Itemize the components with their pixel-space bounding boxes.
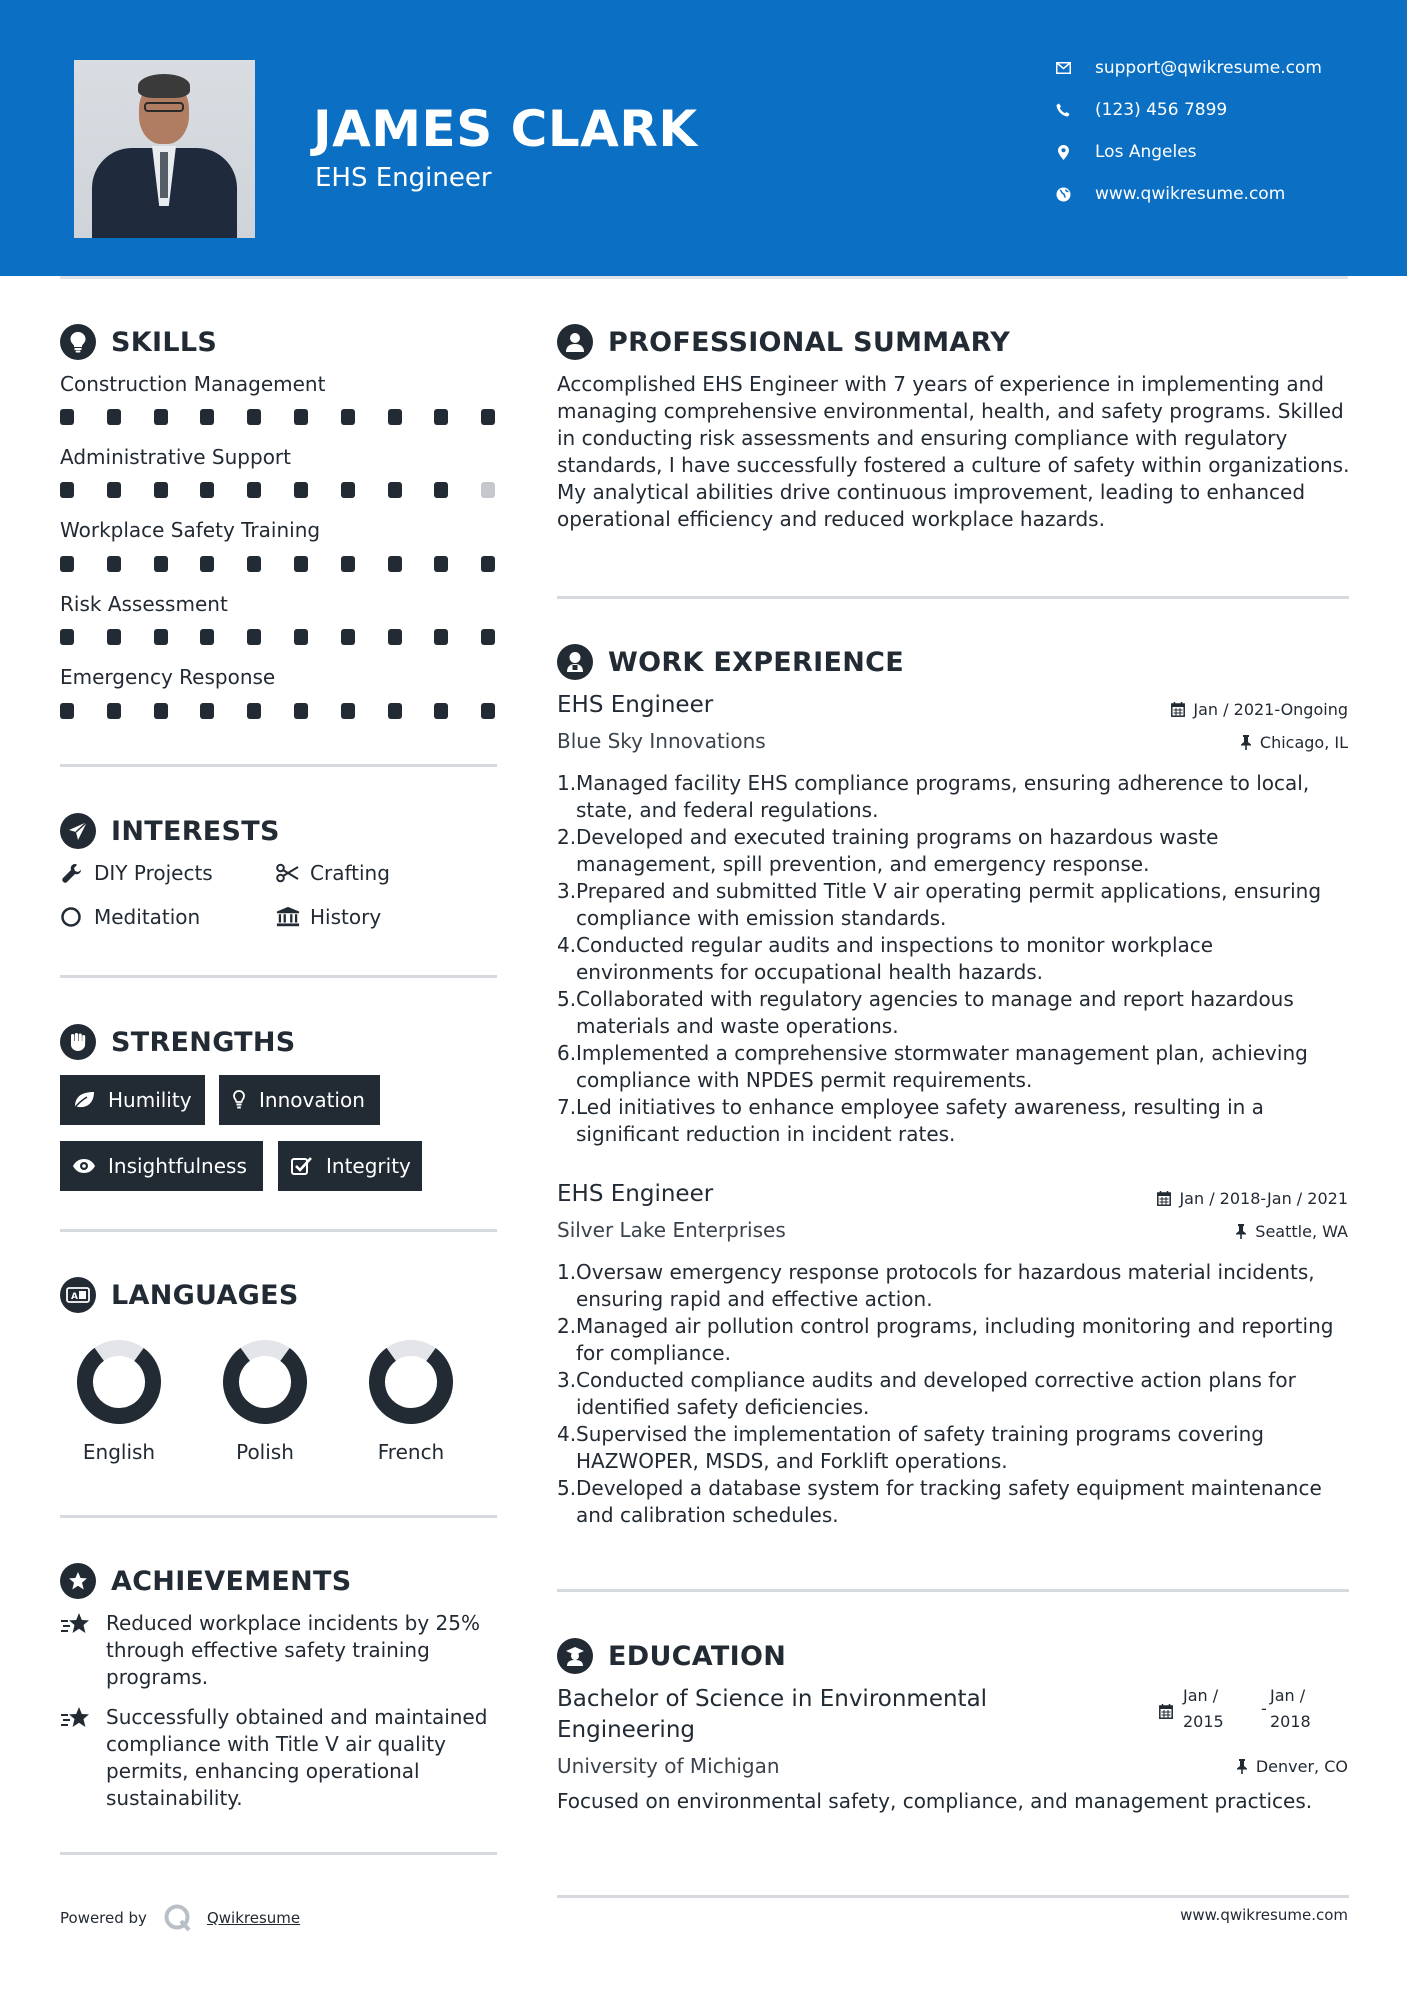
summary-heading: PROFESSIONAL SUMMARY bbox=[557, 324, 1010, 360]
skill-level-dot bbox=[247, 482, 261, 498]
candidate-title: EHS Engineer bbox=[315, 163, 492, 193]
skill-name: Emergency Response bbox=[60, 665, 276, 689]
education-degree: Bachelor of Science in Environmental Engineering bbox=[557, 1686, 988, 1743]
star-icon bbox=[60, 1563, 96, 1599]
strength-badge: Insightfulness bbox=[60, 1141, 263, 1191]
education-date-separator: - bbox=[1261, 1699, 1267, 1718]
skill-level-dot bbox=[481, 482, 495, 498]
list-item: 3. Prepared and submitted Title V air operating permit applications, ensuring compliance with emission standards. bbox=[557, 879, 1322, 930]
skill-level-dot bbox=[154, 482, 168, 498]
skill-level-dot bbox=[60, 482, 74, 498]
skill-level-dot bbox=[107, 703, 121, 719]
skill-level-dot bbox=[154, 629, 168, 645]
skill-level-dot bbox=[154, 556, 168, 572]
powered-by: Powered by Qwikresume bbox=[60, 1903, 300, 1933]
pin-icon bbox=[1236, 1759, 1248, 1774]
skill-level-dot bbox=[107, 409, 121, 425]
skill-level-dot bbox=[60, 409, 74, 425]
education-start-date: Jan / 2015 bbox=[1183, 1686, 1224, 1731]
skill-level-dot bbox=[341, 482, 355, 498]
job-location: Seattle, WA bbox=[1235, 1222, 1348, 1241]
skill-name: Workplace Safety Training bbox=[60, 518, 321, 542]
skill-level-dot bbox=[200, 556, 214, 572]
paper-plane-icon bbox=[60, 813, 96, 849]
envelope-icon bbox=[1055, 60, 1071, 76]
calendar-icon bbox=[1171, 702, 1185, 717]
star-icon bbox=[60, 1610, 96, 1691]
skill-level-dot bbox=[388, 409, 402, 425]
skill-level-dot bbox=[60, 556, 74, 572]
contact-website[interactable]: www.qwikresume.com bbox=[1055, 184, 1285, 204]
skill-level-dot bbox=[388, 629, 402, 645]
pin-icon bbox=[1235, 1224, 1247, 1239]
skill-level-dot bbox=[107, 482, 121, 498]
skill-level-dot bbox=[481, 629, 495, 645]
job-title: EHS Engineer bbox=[557, 692, 714, 718]
education-end-date: Jan / 2018 bbox=[1270, 1686, 1311, 1731]
section-divider bbox=[557, 1589, 1349, 1592]
candidate-name: JAMES CLARK bbox=[313, 100, 698, 158]
section-divider bbox=[557, 596, 1349, 599]
skill-level-dot bbox=[294, 409, 308, 425]
skill-level-dot bbox=[154, 703, 168, 719]
circle-icon bbox=[60, 906, 84, 928]
language-level-ring bbox=[223, 1340, 307, 1424]
achievements-heading: ACHIEVEMENTS bbox=[60, 1563, 352, 1599]
list-item: 4. Supervised the implementation of safety training programs covering HAZWOPER, MSDS, and Forklift operations. bbox=[557, 1422, 1264, 1473]
list-item: 6. Implemented a comprehensive stormwater management plan, achieving compliance with NPDES permit requirements. bbox=[557, 1041, 1308, 1092]
section-divider bbox=[60, 1515, 497, 1518]
strength-badge: Integrity bbox=[278, 1141, 422, 1191]
scissors-icon bbox=[276, 862, 300, 884]
list-item: 7. Led initiatives to enhance employee safety awareness, resulting in a significant reduction in incident rates. bbox=[557, 1095, 1264, 1146]
education-description: Focused on environmental safety, compliance, and management practices. bbox=[557, 1789, 1313, 1813]
eye-icon bbox=[72, 1156, 96, 1176]
skill-rating bbox=[60, 409, 497, 425]
education-date-icon bbox=[1159, 1704, 1181, 1719]
education-location: Denver, CO bbox=[1236, 1757, 1348, 1776]
skill-level-dot bbox=[294, 703, 308, 719]
job-location: Chicago, IL bbox=[1240, 733, 1348, 752]
list-item: 5. Developed a database system for tracking safety equipment maintenance and calibration schedules. bbox=[557, 1476, 1322, 1527]
resume-header bbox=[0, 0, 1407, 276]
skill-level-dot bbox=[341, 556, 355, 572]
interest-item: DIY Projects bbox=[60, 861, 213, 885]
skill-rating bbox=[60, 556, 497, 572]
calendar-icon bbox=[1157, 1191, 1171, 1206]
skill-level-dot bbox=[107, 556, 121, 572]
phone-icon bbox=[1055, 102, 1071, 118]
skill-level-dot bbox=[434, 409, 448, 425]
map-pin-icon bbox=[1055, 144, 1071, 160]
skill-level-dot bbox=[434, 556, 448, 572]
skill-level-dot bbox=[60, 703, 74, 719]
skill-level-dot bbox=[247, 703, 261, 719]
check-square-icon bbox=[290, 1156, 314, 1176]
list-item: 1. Oversaw emergency response protocols for hazardous material incidents, ensuring rapid and effective action. bbox=[557, 1260, 1315, 1311]
section-divider bbox=[557, 1895, 1349, 1898]
list-item: 4. Conducted regular audits and inspections to monitor workplace environments for occupational health hazards. bbox=[557, 933, 1214, 984]
graduation-icon bbox=[557, 1638, 593, 1674]
user-icon bbox=[557, 324, 593, 360]
skill-level-dot bbox=[434, 703, 448, 719]
achievement-item: Reduced workplace incidents by 25% through effective safety training programs. bbox=[60, 1610, 500, 1691]
skill-level-dot bbox=[294, 629, 308, 645]
skill-level-dot bbox=[341, 703, 355, 719]
skill-level-dot bbox=[107, 629, 121, 645]
job-duties bbox=[557, 770, 1357, 1148]
skill-level-dot bbox=[247, 629, 261, 645]
svg-text:A: A bbox=[71, 1292, 78, 1302]
language-item: French bbox=[351, 1340, 471, 1464]
calendar-icon bbox=[1159, 1704, 1173, 1719]
section-divider bbox=[60, 1852, 497, 1855]
fist-icon bbox=[60, 1024, 96, 1060]
list-item: 3. Conducted compliance audits and developed corrective action plans for identified safety deficiencies. bbox=[557, 1368, 1296, 1419]
skill-level-dot bbox=[388, 556, 402, 572]
skill-level-dot bbox=[481, 703, 495, 719]
skill-level-dot bbox=[247, 409, 261, 425]
footer-website[interactable]: www.qwikresume.com bbox=[1180, 1906, 1348, 1924]
skill-level-dot bbox=[200, 409, 214, 425]
header-divider bbox=[60, 276, 1348, 279]
list-item: 1. Managed facility EHS compliance programs, ensuring adherence to local, state, and federal regulations. bbox=[557, 771, 1310, 822]
skill-name: Risk Assessment bbox=[60, 592, 228, 616]
skill-name: Administrative Support bbox=[60, 445, 291, 469]
skill-level-dot bbox=[434, 629, 448, 645]
skill-level-dot bbox=[341, 629, 355, 645]
skill-rating bbox=[60, 482, 497, 498]
skill-level-dot bbox=[60, 629, 74, 645]
experience-heading: WORK EXPERIENCE bbox=[557, 644, 904, 680]
section-divider bbox=[60, 764, 497, 767]
interests-heading: INTERESTS bbox=[60, 813, 280, 849]
language-item: English bbox=[59, 1340, 179, 1464]
skill-level-dot bbox=[294, 482, 308, 498]
skill-level-dot bbox=[388, 482, 402, 498]
skill-level-dot bbox=[247, 556, 261, 572]
bank-icon bbox=[276, 906, 300, 928]
skill-level-dot bbox=[481, 409, 495, 425]
language-level-ring bbox=[369, 1340, 453, 1424]
contact-location: Los Angeles bbox=[1055, 142, 1197, 162]
section-divider bbox=[60, 975, 497, 978]
job-duties bbox=[557, 1259, 1357, 1529]
profile-photo bbox=[74, 60, 255, 238]
qwikresume-link[interactable]: Qwikresume bbox=[206, 1909, 301, 1927]
job-company: Blue Sky Innovations bbox=[557, 729, 766, 753]
skill-level-dot bbox=[154, 409, 168, 425]
globe-icon bbox=[1055, 186, 1071, 202]
pin-icon bbox=[1240, 735, 1252, 750]
interest-item: History bbox=[276, 905, 381, 929]
qwikresume-logo-icon bbox=[163, 1903, 193, 1933]
language-item: Polish bbox=[205, 1340, 325, 1464]
wrench-icon bbox=[60, 862, 84, 884]
skill-level-dot bbox=[294, 556, 308, 572]
achievement-item: Successfully obtained and maintained compliance with Title V air quality permits, enhancing operational sustainability. bbox=[60, 1704, 500, 1812]
skill-name: Construction Management bbox=[60, 372, 326, 396]
education-heading: EDUCATION bbox=[557, 1638, 786, 1674]
star-icon bbox=[60, 1704, 96, 1812]
skill-level-dot bbox=[481, 556, 495, 572]
skill-rating bbox=[60, 629, 497, 645]
leaf-icon bbox=[72, 1090, 96, 1110]
job-dates: Jan / 2018-Jan / 2021 bbox=[1157, 1189, 1348, 1208]
job-dates: Jan / 2021-Ongoing bbox=[1171, 700, 1348, 719]
summary-text: Accomplished EHS Engineer with 7 years of experience in implementing and managing comprehensive environmental, health, and safety programs. Skilled in conducting risk assessments and ensuring compliance with regulatory standards, I have successfully fostered a culture of safety within organizations. My analytical abilities drive continuous improvement, leading to enhanced operational efficiency and reduced workplace hazards. bbox=[557, 372, 1350, 531]
briefcase-icon bbox=[557, 644, 593, 680]
language-level-ring bbox=[77, 1340, 161, 1424]
skill-level-dot bbox=[434, 482, 448, 498]
contact-email[interactable]: support@qwikresume.com bbox=[1055, 58, 1322, 78]
language-icon bbox=[60, 1277, 96, 1313]
list-item: 5. Collaborated with regulatory agencies to manage and report hazardous materials and waste operations. bbox=[557, 987, 1294, 1038]
languages-heading: A LANGUAGES bbox=[60, 1277, 299, 1313]
contact-phone[interactable]: (123) 456 7899 bbox=[1055, 100, 1227, 120]
skills-heading: SKILLS bbox=[60, 324, 217, 360]
lightbulb-icon bbox=[60, 324, 96, 360]
skill-level-dot bbox=[341, 409, 355, 425]
section-divider bbox=[60, 1229, 497, 1232]
interest-item: Crafting bbox=[276, 861, 390, 885]
skill-level-dot bbox=[200, 482, 214, 498]
list-item: 2. Developed and executed training programs on hazardous waste management, spill prevention, and emergency response. bbox=[557, 825, 1219, 876]
interest-item: Meditation bbox=[60, 905, 200, 929]
skill-rating bbox=[60, 703, 497, 719]
skill-level-dot bbox=[200, 629, 214, 645]
strengths-heading: STRENGTHS bbox=[60, 1024, 296, 1060]
lightbulb-icon bbox=[231, 1090, 247, 1110]
skill-level-dot bbox=[388, 703, 402, 719]
strength-badge: Innovation bbox=[219, 1075, 380, 1125]
job-company: Silver Lake Enterprises bbox=[557, 1218, 786, 1242]
list-item: 2. Managed air pollution control programs, including monitoring and reporting for compliance. bbox=[557, 1314, 1334, 1365]
skill-level-dot bbox=[200, 703, 214, 719]
job-title: EHS Engineer bbox=[557, 1181, 714, 1207]
education-school: University of Michigan bbox=[557, 1754, 780, 1778]
strength-badge: Humility bbox=[60, 1075, 205, 1125]
